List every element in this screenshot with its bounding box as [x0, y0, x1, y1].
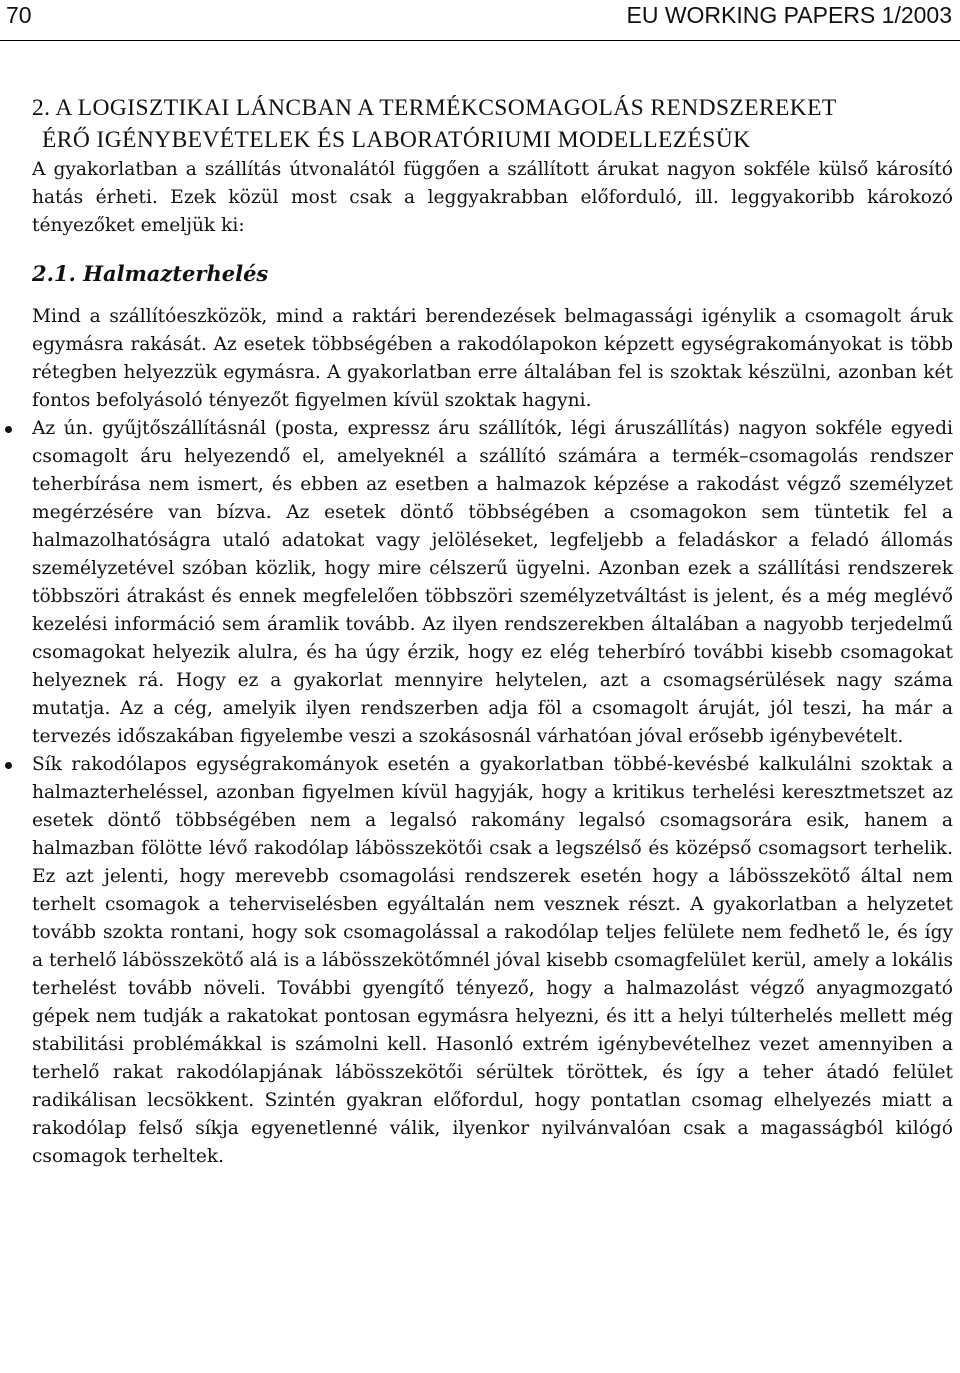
list-item [32, 751, 953, 1171]
page-number: 70 [6, 2, 32, 28]
intro-paragraph: A gyakorlatban a szállítás útvonalától függően a szállított árukat nagyon sokféle külső károsító hatás érheti. Ezek közül most csak a leggyakrabban előforduló, ill. leggyakoribb károkozó tényezőket emeljük ki: [32, 159, 953, 236]
body-paragraph: Mind a szállítóeszközök, mind a raktári berendezések belmagassági igénylik a csomagolt áruk egymásra rakását. Az esetek többségében a rakodólapokon képzett egységrakományokat is több rétegben helyezzük egymásra. A gyakorlatban erre általában fel is szoktak készülni, azonban két fontos befolyásoló tényezőt figyelmen kívül szoktak hagyni. [32, 306, 953, 411]
page-content [32, 92, 953, 1171]
bullet-icon [5, 762, 12, 769]
section-heading [32, 92, 953, 156]
bullet-icon [5, 426, 12, 433]
subsection-title: 2.1. Halmazterhelés [32, 261, 269, 286]
bullet-list [32, 415, 953, 1171]
list-item-text: Sík rakodólapos egységrakományok esetén a gyakorlatban többé-kevésbé kalkulálni szoktak a halmazterheléssel, azonban figyelmen kívül hagyják, hogy a kritikus terhelési keresztmetszet az esetek döntő többségében nem a legalsó rakomány legalsó csomagsorára esik, hanem a halmazban fölötte lévő rakodólap lábösszekötői csak a legszélső és középső csomagsort terhelik. Ez azt jelenti, hogy merevebb csomagolási rendszerek esetén hogy a lábösszekötő által nem terhelt csomagok a teherviselésben egyáltalán nem vesznek részt. A gyakorlatban a helyzetet tovább szokta rontani, hogy sok csomagolással a rakodólap teljes felülete nem fedhető le, és így a terhelő lábösszekötő alá is a lábösszekötőmnél jóval kisebb csomagfelület kerül, amely a lokális terhelést tovább növeli. További gyengítő tényező, hogy a halmazolást végző anyagmozgató gépek nem tudják a rakatokat pontosan egymásra helyezni, és itt a helyi túlterhelés mellett még stabilitási problémákkal is számolni kell. Hasonló extrém igénybevételhez vezet amennyiben a terhelő rakat rakodólapjának lábösszekötői sérültek töröttek, és így a teher átadó felület radikálisan lecsökkent. Szintén gyakran előfordul, hogy pontatlan csomag elhelyezés miatt a rakodólap felső síkja egyenetlenné válik, ilyenkor nyilvánvalóan csak a magasságból kilógó csomagok terheltek. [32, 754, 953, 1167]
section-heading-line2: ÉRŐ IGÉNYBEVÉTELEK ÉS LABORATÓRIUMI MODELLEZÉSÜK [42, 127, 751, 153]
section-heading-line1: 2. A LOGISZTIKAI LÁNCBAN A TERMÉKCSOMAGOLÁS RENDSZEREKET [32, 95, 837, 121]
list-item [32, 415, 953, 751]
list-item-text: Az ún. gyűjtőszállításnál (posta, expressz áru szállítók, légi áruszállítás) nagyon sokféle egyedi csomagolt áru helyezendő el, amelyeknél a szállító számára a termék–csomagolás rendszer teherbírása nem ismert, és ebben az esetben a halmazok képzése a rakodást végző személyzet megérzésére van bízva. Az esetek döntő többségében a csomagokon sem tüntetik fel a halmazolhatóságra utaló adatokat vagy jelöléseket, legfeljebb a feladáskor a feladó állomás személyzetével szóban közlik, hogy mire célszerű ügyelni. Azonban ezek a szállítási rendszerek többszöri átrakást és ennek megfelelően többszöri személyzetváltást is jelent, és a még meglévő kezelési információ sem áramlik tovább. Az ilyen rendszerekben általában a nagyobb terjedelmű csomagokat helyezik alulra, és ha úgy érzik, hogy ez elég teherbíró további kisebb csomagokat helyeznek rá. Hogy ez a gyakorlat mennyire helytelen, azt a csomagsérülések nagy száma mutatja. Az a cég, amelyik ilyen rendszerben adja föl a csomagolt áruját, jól teszi, ha már a tervezés időszakában figyelembe veszi a szokásosnál várhatóan jóval erősebb igénybevételt. [32, 418, 953, 747]
publication-title: EU WORKING PAPERS 1/2003 [626, 2, 952, 28]
running-header [0, 0, 960, 41]
